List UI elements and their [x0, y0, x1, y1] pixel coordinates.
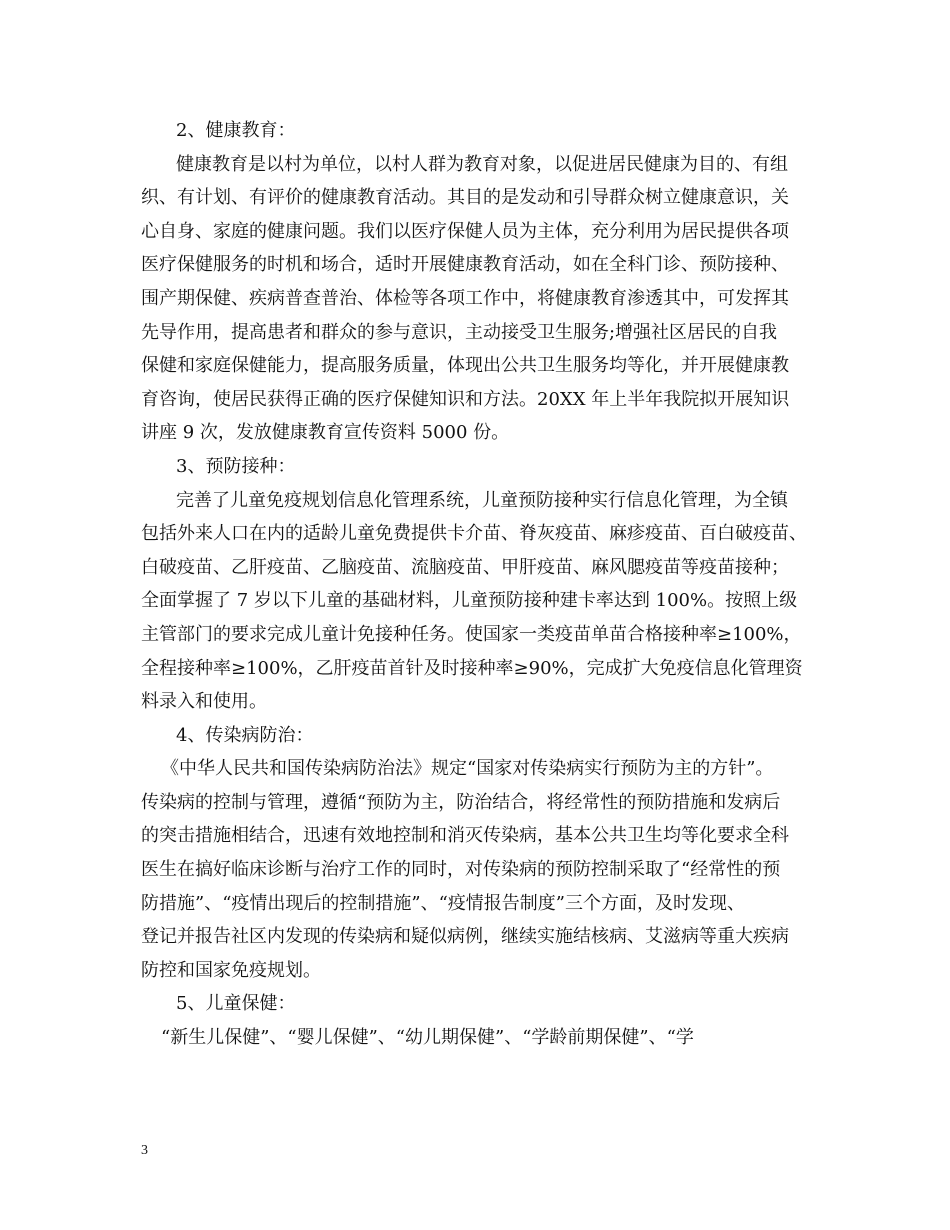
paragraph-line: 登记并报告社区内发现的传染病和疑似病例，继续实施结核病、艾滋病等重大疾病: [141, 926, 789, 948]
paragraph-line: 讲座 9 次，发放健康教育宣传资料 5000 份。: [141, 422, 510, 444]
paragraph-line: 主管部门的要求完成儿童计免接种任务。使国家一类疫苗单苗合格接种率≥100%，: [141, 623, 802, 645]
paragraph-health-education: [141, 148, 821, 450]
paragraph-line: 健康教育是以村为单位，以村人群为教育对象，以促进居民健康为目的、有组: [176, 153, 788, 175]
paragraph-line: 围产期保健、疾病普查普治、体检等各项工作中，将健康教育渗透其中，可发挥其: [141, 287, 789, 309]
page-number: 3: [141, 1143, 148, 1158]
section-heading-child-health: 5、儿童保健：: [176, 993, 296, 1015]
paragraph-infectious-disease: [141, 752, 821, 987]
paragraph-line: 育咨询，使居民获得正确的医疗保健知识和方法。20XX 年上半年我院拟开展知识: [141, 388, 790, 410]
paragraph-line: 白破疫苗、乙肝疫苗、乙脑疫苗、流脑疫苗、甲肝疫苗、麻风腮疫苗等疫苗接种；: [141, 556, 789, 578]
section-heading-vaccination: 3、预防接种：: [176, 455, 296, 477]
paragraph-line: 全面掌握了 7 岁以下儿童的基础材料，儿童预防接种建卡率达到 100%。按照上级: [141, 590, 798, 612]
section-heading-health-education: 2、健康教育：: [176, 120, 296, 141]
paragraph-line: 防措施”、“疫情出现后的控制措施”、“疫情报告制度”三个方面，及时发现、: [141, 892, 746, 914]
paragraph-line: 医疗保健服务的时机和场合，适时开展健康教育活动，如在全科门诊、预防接种、: [141, 254, 789, 276]
paragraph-line: 料录入和使用。: [141, 691, 267, 713]
paragraph-line: 保健和家庭保健能力，提高服务质量，体现出公共卫生服务均等化，并开展健康教: [141, 355, 789, 377]
paragraph-line: 心自身、家庭的健康问题。我们以医疗保健人员为主体，充分利用为居民提供各项: [141, 220, 789, 242]
paragraph-line: 医生在搞好临床诊断与治疗工作的同时，对传染病的预防控制采取了“经常性的预: [141, 859, 781, 881]
paragraph-line: 的突击措施相结合，迅速有效地控制和消灭传染病，基本公共卫生均等化要求全科: [141, 825, 789, 847]
paragraph-line: 先导作用，提高患者和群众的参与意识，主动接受卫生服务;增强社区居民的自我: [141, 321, 778, 343]
paragraph-line: 传染病的控制与管理，遵循“预防为主，防治结合，将经常性的预防措施和发病后: [141, 791, 781, 813]
paragraph-line: 包括外来人口在内的适龄儿童免费提供卡介苗、脊灰疫苗、麻疹疫苗、百白破疫苗、: [141, 523, 807, 545]
paragraph-child-health: [141, 1021, 821, 1055]
paragraph-line: 完善了儿童免疫规划信息化管理系统，儿童预防接种实行信息化管理，为全镇: [176, 489, 788, 511]
paragraph-vaccination: [141, 484, 821, 719]
paragraph-line: 全程接种率≥100%，乙肝疫苗首针及时接种率≥90%，完成扩大免疫信息化管理资: [141, 657, 803, 679]
paragraph-line: “新生儿保健”、“婴儿保健”、“幼儿期保健”、“学龄前期保健”、“学: [161, 1027, 694, 1049]
paragraph-line: 《中华人民共和国传染病防治法》规定“国家对传染病实行预防为主的方针”。: [161, 758, 774, 780]
section-heading-infectious-disease: 4、传染病防治：: [176, 724, 314, 746]
document-body: [141, 114, 821, 1055]
paragraph-line: 防控和国家免疫规划。: [141, 959, 321, 981]
paragraph-line: 织、有计划、有评价的健康教育活动。其目的是发动和引导群众树立健康意识，关: [141, 187, 789, 209]
